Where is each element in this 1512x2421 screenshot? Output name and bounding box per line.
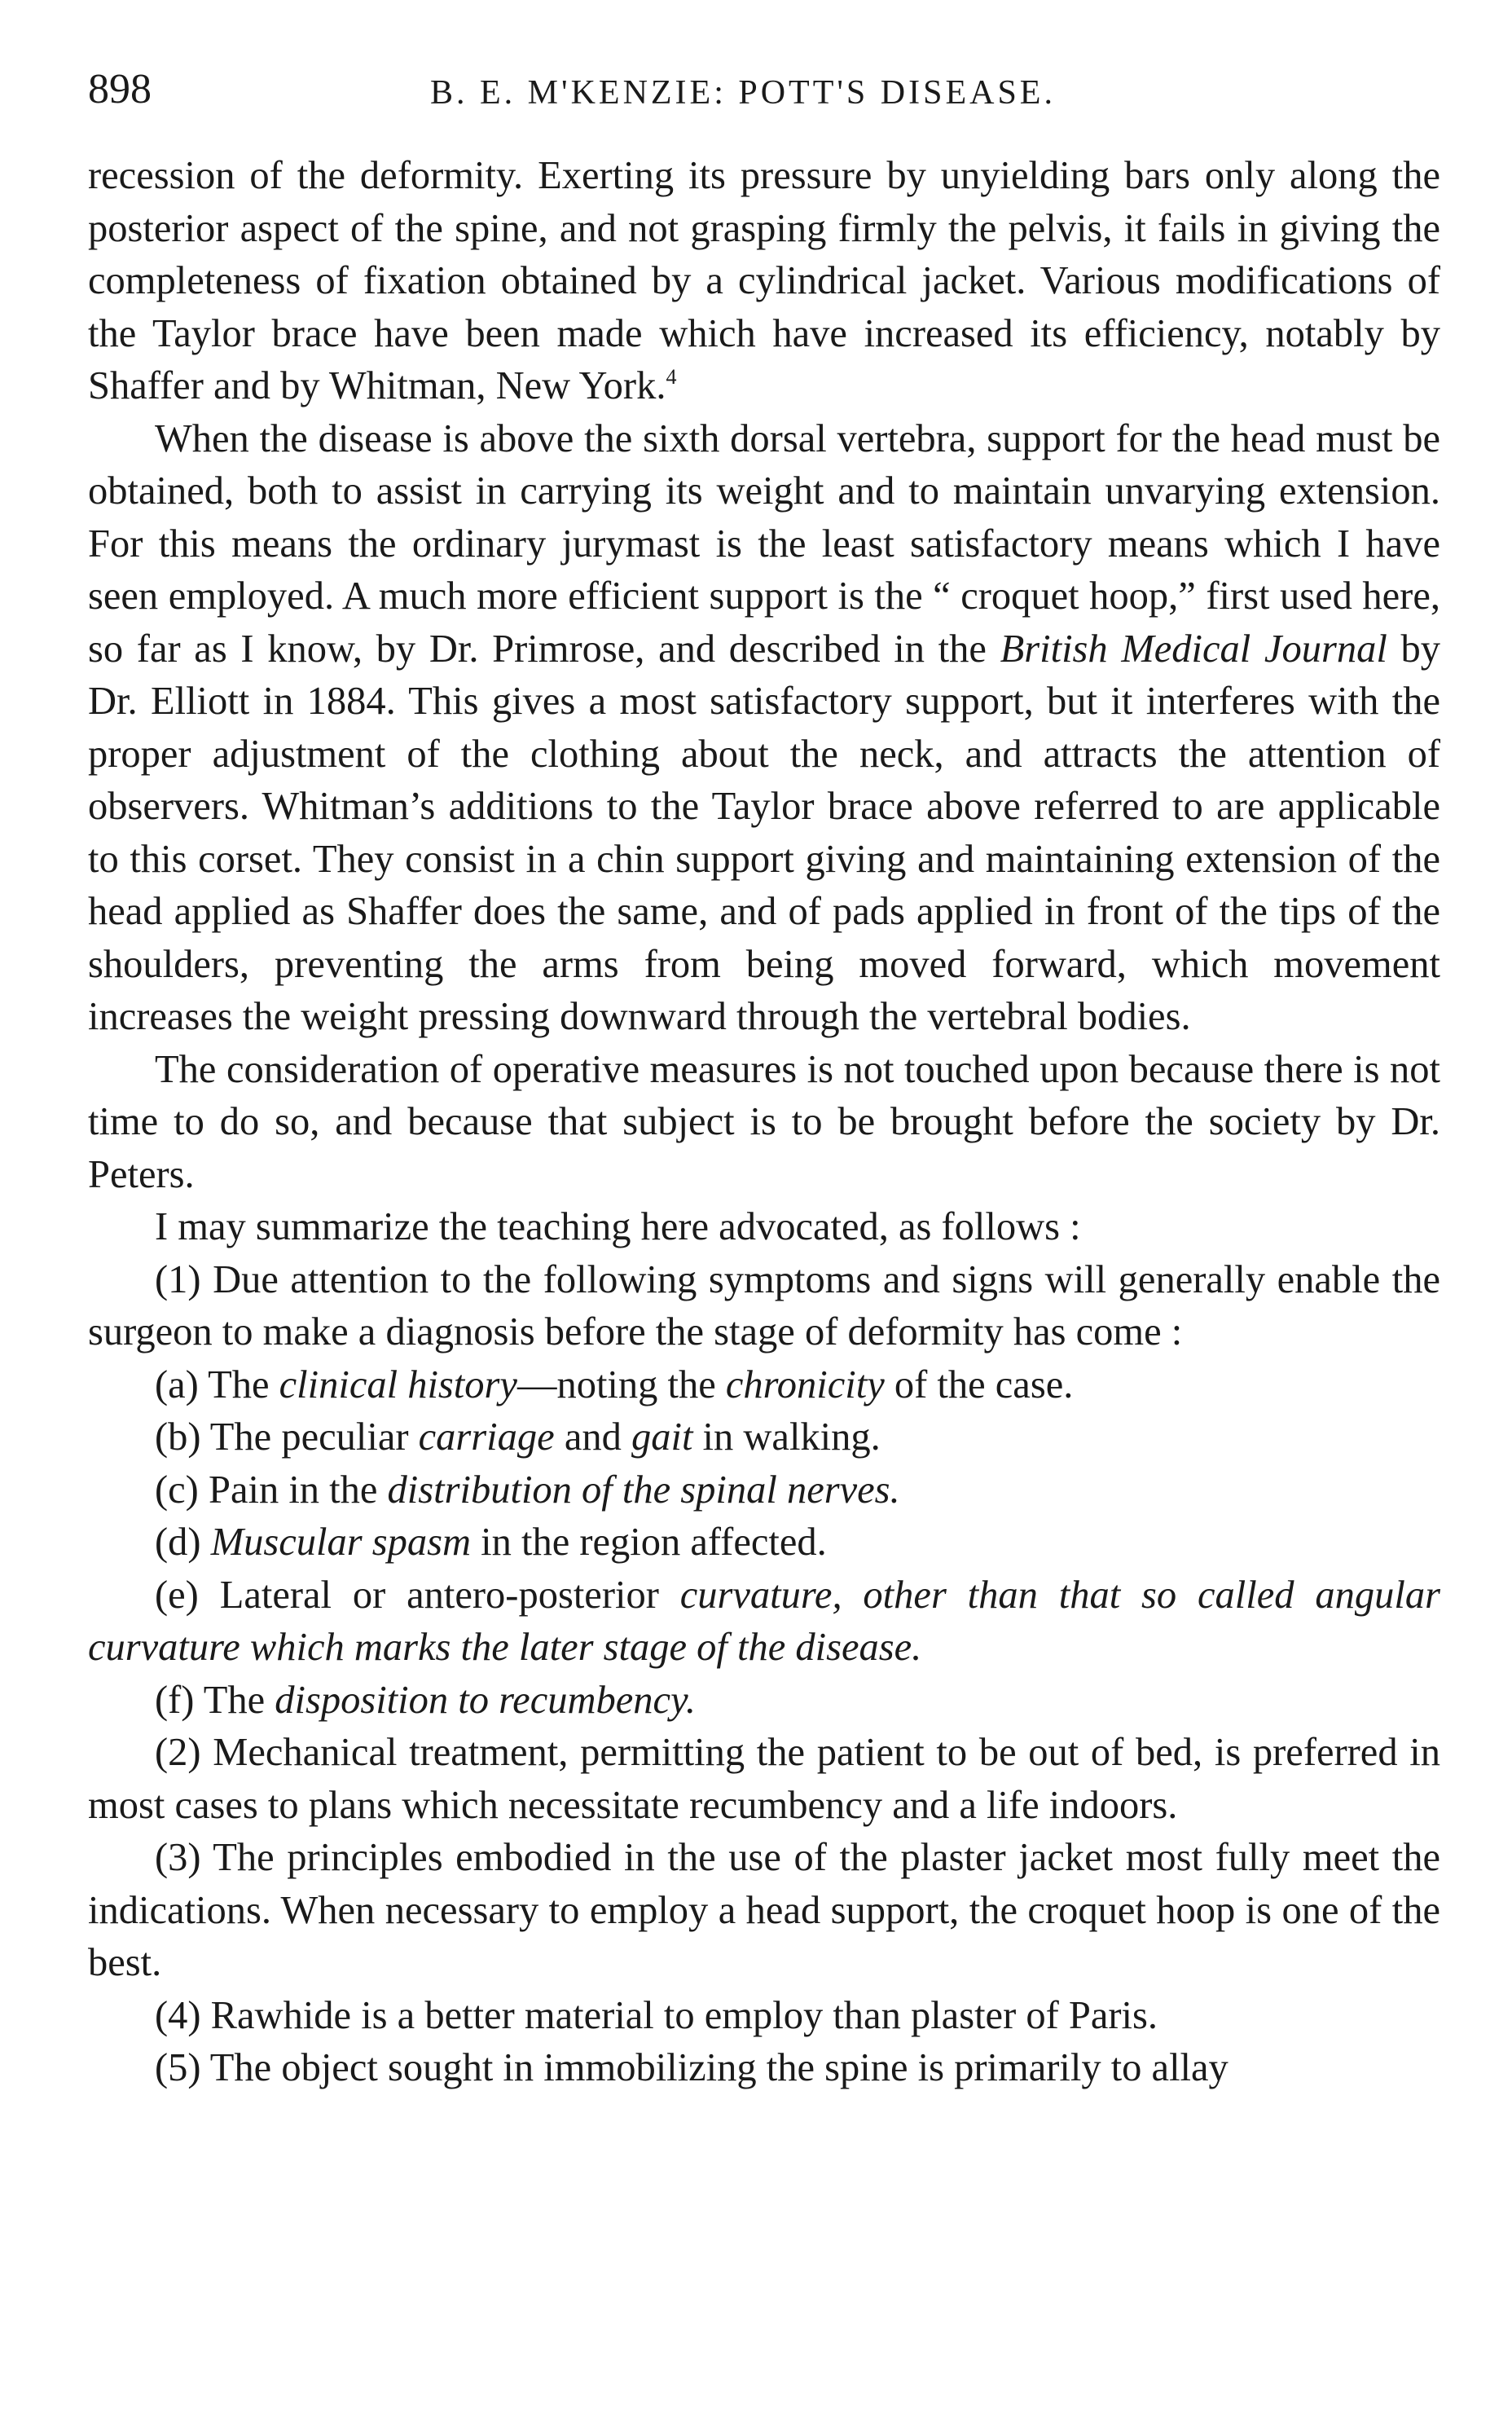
body-text [88,150,1440,2095]
symptom-c: (c) Pain in the distribution of the spinal nerves. [155,1468,900,1512]
summary-item-5: (5) The object sought in immobilizing the spine is primarily to allay [155,2046,1228,2089]
footnote-ref: 4 [666,365,677,389]
paragraph-1: recession of the deformity. Exerting its pressure by unyielding bars only along the posterior aspect of the spine, and not grasping firmly the pelvis, it fails in giving the completeness of fixation obtained by a cylindrical jacket. Various modifications of the Taylor brace have been made which have increased its efficiency, notably by Shaffer and by Whitman, New York.$^4$ [88,154,1440,407]
symptom-f: (f) The disposition to recumbency. [155,1678,697,1722]
symptom-b: (b) The peculiar carriage and gait in walking. [155,1415,881,1459]
paragraph-4: I may summarize the teaching here advocated, as follows : [155,1205,1081,1248]
symptom-e: (e) Lateral or antero-posterior curvature, other than that so called angular curvature which marks the later stage of the disease. [88,1573,1440,1669]
page-number: 898 [88,66,152,112]
paragraph-3: The consideration of operative measures is not touched upon because there is not time to do so, and because that subject is to be brought before the society by Dr. Peters. [88,1047,1440,1196]
document-page [88,65,1440,2095]
paragraph-2: When the disease is above the sixth dorsal vertebra, support for the head must be obtained, both to assist in carrying its weight and to maintain unvarying extension. For this means the ordinary jurymast is the least satisfactory means which I have seen employed. A much more efficient support is the “ croquet hoop,” first used here, so far as I know, by Dr. Primrose, and described in the British Medical Journal by Dr. Elliott in 1884. This gives a most satisfactory support, but it interferes with the proper adjustment of the clothing about the neck, and attracts the attention of observers. Whitman’s additions to the Taylor brace above referred to are applicable to this corset. They consist in a chin support giving and maintaining extension of the head applied as Shaffer does the same, and of pads applied in front of the tips of the shoulders, preventing the arms from being moved forward, which movement increases the weight pressing downward through the vertebral bodies. [88,416,1440,1038]
page-header [88,65,1440,130]
symptom-d: (d) Muscular spasm in the region affected. [155,1521,827,1564]
running-head: B. E. M'KENZIE: POTT'S DISEASE. [430,74,1056,112]
summary-item-4: (4) Rawhide is a better material to employ than plaster of Paris. [155,1993,1158,2037]
summary-item-2: (2) Mechanical treatment, permitting the patient to be out of bed, is preferred in most cases to plans which necessitate recumbency and a life indoors. [88,1731,1440,1827]
summary-item-3: (3) The principles embodied in the use of the plaster jacket most fully meet the indications. When necessary to employ a head support, the croquet hoop is one of the best. [88,1836,1440,1984]
summary-item-1: (1) Due attention to the following symptoms and signs will generally enable the surgeon to make a diagnosis before the stage of deformity has come : [88,1257,1440,1354]
journal-title: British Medical Journal [1000,627,1387,671]
symptom-a: (a) The clinical history—noting the chronicity of the case. [155,1362,1074,1406]
